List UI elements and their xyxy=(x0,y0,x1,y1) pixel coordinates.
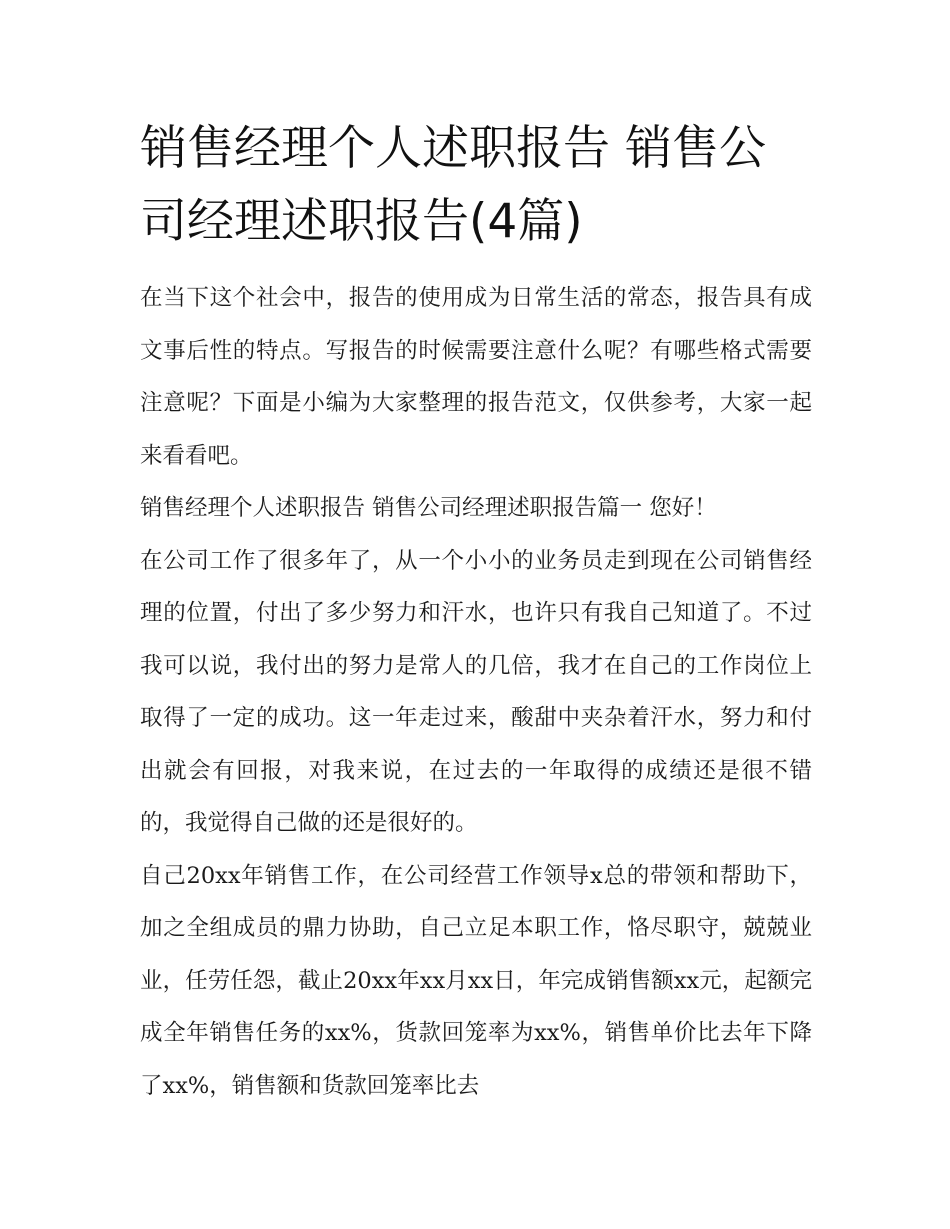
document-body xyxy=(140,112,812,1112)
section-heading-line: 销售经理个人述职报告 销售公司经理述职报告篇一 您好！ xyxy=(140,495,717,521)
intro-paragraph: 在当下这个社会中，报告的使用成为日常生活的常态，报告具有成文事后性的特点。写报告的时候需要注意什么呢？有哪些格式需要注意呢？下面是小编为大家整理的报告范文，仅供参考，大家一起来看看吧。 xyxy=(140,285,812,469)
body-paragraph: 自己20xx年销售工作，在公司经营工作领导x总的带领和帮助下，加之全组成员的鼎力协助，自己立足本职工作，恪尽职守，兢兢业业，任劳任怨，截止20xx年xx月xx日，年完成销售额xx元，起额完成全年销售任务的xx%，货款回笼率为xx%，销售单价比去年下降了xx%，销售额和货款回笼率比去 xyxy=(140,862,812,1099)
body-paragraph: 在公司工作了很多年了，从一个小小的业务员走到现在公司销售经理的位置，付出了多少努力和汗水，也许只有我自己知道了。不过我可以说，我付出的努力是常人的几倍，我才在自己的工作岗位上取得了一定的成功。这一年走过来，酸甜中夹杂着汗水，努力和付出就会有回报，对我来说，在过去的一年取得的成绩还是很不错的，我觉得自己做的还是很好的。 xyxy=(140,547,812,836)
document-title: 销售经理个人述职报告 销售公司经理述职报告(4篇) xyxy=(140,121,766,249)
